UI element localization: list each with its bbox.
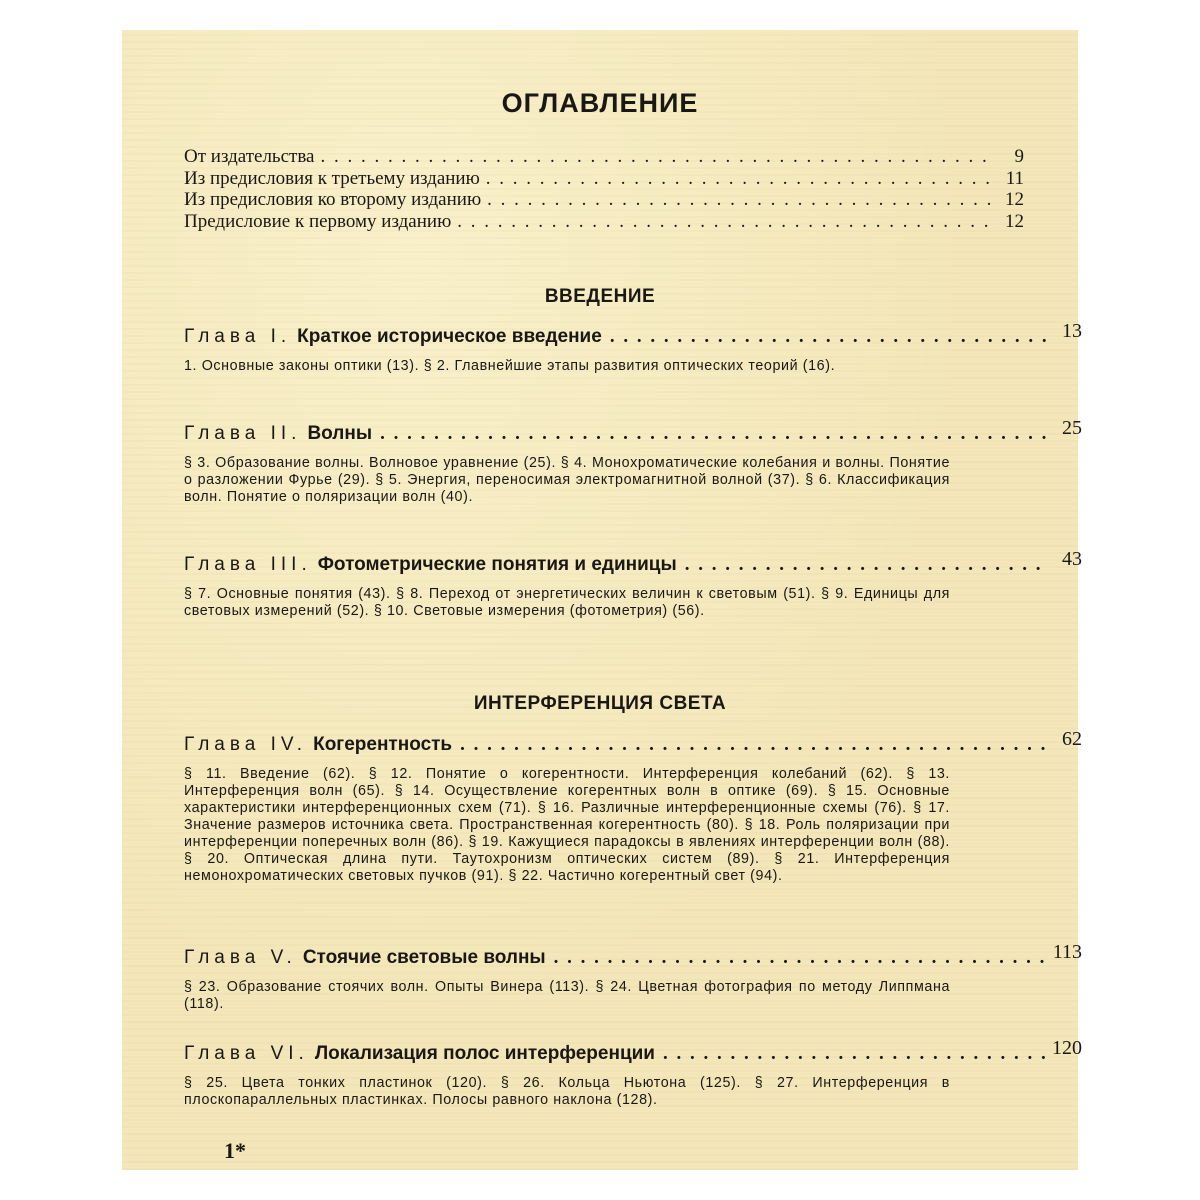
chapter-number: Глава IV. — [184, 734, 308, 755]
front-matter-entry — [184, 168, 1024, 190]
chapter-heading — [184, 554, 1054, 576]
chapter-entry — [184, 941, 1082, 1013]
section-heading: ВВЕДЕНИЕ — [544, 286, 656, 307]
dot-leader — [321, 146, 995, 168]
chapter-page: 120 — [1052, 1037, 1082, 1059]
chapter-title: Локализация полос интерференции — [314, 1043, 655, 1064]
chapter-number: Глава III. — [184, 554, 312, 575]
chapter-page: 113 — [1052, 941, 1082, 963]
chapter-heading — [184, 734, 1054, 756]
chapter-paragraphs: 1. Основные законы оптики (13). § 2. Главнейшие этапы развития оптических теорий (16). — [184, 358, 836, 374]
entry-page: 9 — [1014, 146, 1024, 167]
chapter-number: Глава I. — [184, 326, 292, 347]
chapter-paragraphs: § 3. Образование волны. Волновое уравнение (25). § 4. Монохроматические колебания и волны. Понятие о разложении Фурье (29). § 5. Энергия, переносимая электромагнитной волной (37). § 6. Классификация волн. Понятие о поляризации волн (40). — [184, 455, 950, 505]
dot-leader — [457, 211, 994, 233]
dot-leader — [685, 554, 1046, 576]
chapter-entry — [184, 1037, 1082, 1109]
page-title: ОГЛАВЛЕНИЕ — [501, 88, 699, 118]
front-matter-entry — [184, 189, 1024, 211]
chapter-heading — [184, 947, 1054, 969]
section-heading: ИНТЕРФЕРЕНЦИЯ СВЕТА — [473, 693, 727, 714]
signature-mark: 1* — [224, 1138, 246, 1163]
entry-label: От издательства — [184, 146, 315, 167]
chapter-heading — [184, 1043, 1054, 1065]
chapter-entry — [184, 728, 1082, 885]
chapter-paragraphs: § 23. Образование стоячих волн. Опыты Винера (113). § 24. Цветная фотография по методу Липпмана (118). — [184, 979, 950, 1012]
chapter-paragraphs: § 25. Цвета тонких пластинок (120). § 26. Кольца Ньютона (125). § 27. Интерференция в плоскопараллельных пластинках. Полосы равного наклона (128). — [184, 1075, 950, 1108]
entry-label: Предисловие к первому изданию — [184, 210, 452, 232]
entry-label: Из предисловия ко второму изданию — [184, 189, 482, 210]
chapter-entry — [184, 320, 1082, 375]
dot-leader — [460, 734, 1046, 756]
chapter-page: 13 — [1062, 320, 1082, 342]
dot-leader — [610, 326, 1046, 348]
dot-leader — [486, 168, 994, 190]
chapter-page: 62 — [1062, 728, 1082, 750]
chapter-heading — [184, 423, 1054, 445]
chapter-title: Когерентность — [313, 734, 453, 755]
chapter-number: Глава VI. — [184, 1043, 309, 1064]
chapter-number: Глава V. — [184, 947, 297, 968]
front-matter-entry — [184, 211, 1024, 233]
chapter-title: Фотометрические понятия и единицы — [317, 554, 677, 575]
chapter-entry — [184, 548, 1082, 620]
entry-page: 12 — [1005, 210, 1024, 232]
entry-label: Из предисловия к третьему изданию — [184, 167, 480, 189]
front-matter-list — [184, 146, 1024, 232]
entry-page: 12 — [1005, 189, 1024, 210]
chapter-page: 43 — [1062, 548, 1082, 570]
dot-leader — [554, 947, 1046, 969]
chapter-paragraphs: § 11. Введение (62). § 12. Понятие о когерентности. Интерференция колебаний (62). § 13. Интерференция волн (65). § 14. Осуществление когерентных волн в оптике (69). § 15. Основные характеристики интерференционных схем (71). § 16. Различные интерференционные схемы (76). § 17. Значение размеров источника света. Пространственная когерентность (80). § 18. Роль поляризации при интерференции поперечных волн (86). § 19. Кажущиеся парадоксы в явлениях интерференции волн (88). § 20. Оптическая длина пути. Таутохронизм оптических систем (89). § 21. Интерференция немонохроматических световых пучков (91). § 22. Частично когерентный свет (94). — [184, 766, 950, 884]
chapter-title: Краткое историческое введение — [297, 326, 602, 347]
dot-leader — [380, 423, 1046, 445]
chapter-title: Волны — [307, 423, 373, 444]
chapter-heading — [184, 326, 1054, 348]
chapter-paragraphs: § 7. Основные понятия (43). § 8. Переход от энергетических величин к световым (51). § 9. Единицы для световых измерений (52). § 10. Световые измерения (фотометрия) (56). — [184, 586, 950, 619]
front-matter-entry — [184, 146, 1024, 168]
chapter-page: 25 — [1062, 417, 1082, 439]
chapter-number: Глава II. — [184, 423, 302, 444]
chapter-title: Стоячие световые волны — [302, 947, 546, 968]
book-page — [122, 30, 1082, 1170]
dot-leader — [663, 1043, 1046, 1065]
entry-page: 11 — [1005, 167, 1024, 189]
chapter-entry — [184, 417, 1082, 506]
dot-leader — [487, 189, 994, 211]
